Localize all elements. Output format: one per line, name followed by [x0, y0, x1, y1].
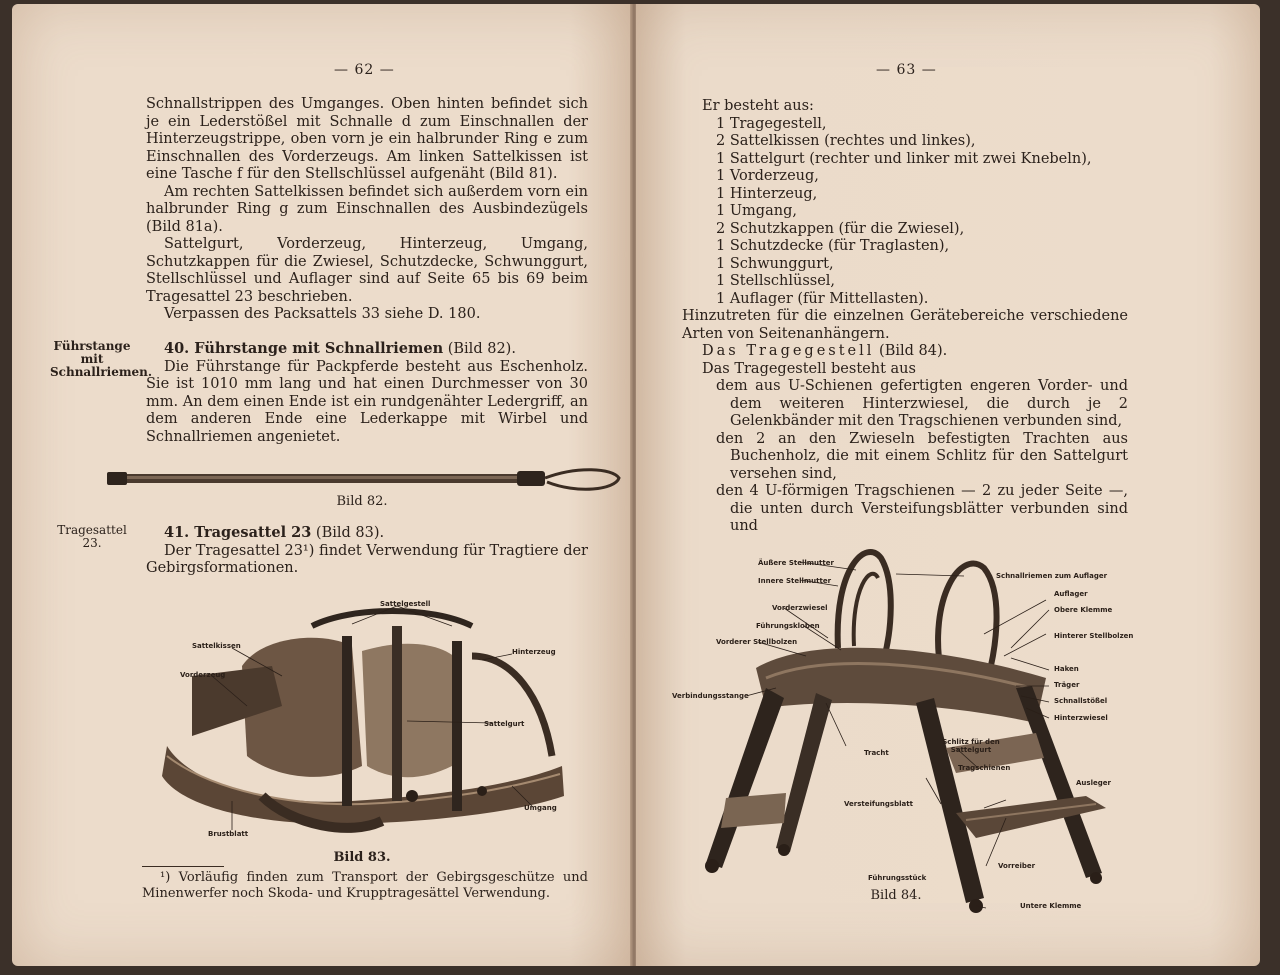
section-40: [146, 340, 588, 446]
section-heading: 40. Führstange mit Schnallriemen: [164, 340, 444, 357]
list-item: 1 Tragegestell,: [716, 115, 827, 132]
label-tragschienen: Tragschienen: [958, 764, 1011, 772]
label-vorderzeug: Vorderzeug: [180, 671, 226, 679]
footnote-rule: [142, 866, 224, 867]
label-vorderzwiesel: Vorderzwiesel: [772, 604, 828, 612]
list-item: 1 Schutzdecke (für Traglasten),: [716, 238, 950, 254]
paragraph: Schnallstrippen des Umganges. Oben hinten befindet sich je ein Lederstößel mit Schnalle d zum Einschnallen der Hinterzeugstrippe, oben vorn je ein halbrunder Ring e zum Einschnallen des Vorderzeugs. Am linken Sattelkissen ist eine Tasche f für den Stellschlüssel aufgenäht (Bild 81).: [146, 96, 588, 182]
list-intro: Er besteht aus:: [702, 98, 814, 114]
description-items: [682, 378, 1128, 536]
label-sattelgestell: Sattelgestell: [380, 600, 431, 608]
figure-82-caption: Bild 82.: [336, 494, 388, 509]
label-brustblatt: Brustblatt: [208, 830, 249, 838]
section-ref: (Bild 84).: [874, 343, 948, 359]
section-ref: (Bild 83).: [311, 525, 385, 541]
paragraph: Verpassen des Packsattels 33 siehe D. 180.: [164, 306, 481, 322]
label-auflager: Auflager: [1054, 590, 1088, 598]
left-page: [12, 4, 632, 966]
label-fuehrungsstueck: Führungsstück: [868, 874, 927, 882]
label-versteifungsblatt: Versteifungsblatt: [844, 800, 913, 808]
list-item: 2 Schutzkappen (für die Zwiesel),: [716, 220, 965, 237]
page-number-right: — 63 —: [876, 62, 937, 78]
paragraph: Das Tragegestell besteht aus: [702, 360, 916, 377]
label-hinterzwiesel: Hinterzwiesel: [1054, 714, 1108, 722]
figure-82-lead-pole: [107, 462, 627, 498]
section-ref: (Bild 82).: [443, 341, 516, 357]
list-item: 1 Stellschlüssel,: [716, 273, 836, 289]
margin-note-fuehrstange: Führstange mit Schnallriemen.: [50, 339, 153, 379]
page-number-left: — 62 —: [334, 62, 395, 78]
list-item: 1 Hinterzeug,: [716, 185, 818, 202]
left-text-top: [146, 96, 588, 324]
list-item: 1 Umgang,: [716, 203, 797, 219]
label-obere-klemme: Obere Klemme: [1054, 606, 1113, 614]
figure-84-caption: Bild 84.: [870, 888, 922, 903]
label-ausleger: Ausleger: [1076, 779, 1111, 787]
list-item: 1 Auflager (für Mittellasten).: [716, 290, 929, 307]
description-item: dem aus U-Schienen gefertigten engeren Vorder- und dem weiteren Hinterzwiesel, die durch je 2 Gelenkbänder mit den Tragschienen verbunden sind,: [716, 378, 1128, 429]
component-items: [682, 116, 1128, 309]
label-verbindungsstange: Verbindungsstange: [672, 692, 749, 700]
label-tracht: Tracht: [864, 749, 889, 757]
footnote-text: ¹) Vorläufig finden zum Transport der Gebirgsgeschütze und Minenwerfer noch Skoda- und Krupptragesättel Verwendung.: [142, 870, 588, 901]
list-item: 1 Schwunggurt,: [716, 255, 834, 272]
label-hinterzeug: Hinterzeug: [512, 648, 556, 656]
components-list: [682, 98, 1128, 536]
paragraph: Der Tragesattel 23¹) findet Verwendung für Tragtiere der Gebirgsformationen.: [146, 542, 588, 576]
label-schnallriemen: Schnallriemen zum Auflager: [996, 572, 1108, 580]
description-item: den 4 U-förmigen Tragschienen — 2 zu jeder Seite —, die unten durch Versteifungsblätter verbunden sind und: [716, 483, 1128, 534]
list-item: 2 Sattelkissen (rechtes und linkes),: [716, 133, 976, 149]
description-item: den 2 an den Zwieseln befestigten Trachten aus Buchenholz, die mit einem Schlitz für den Sattelgurt versehen sind,: [716, 430, 1128, 482]
label-umgang: Umgang: [524, 804, 557, 812]
label-innere-stellmutter: Innere Stellmutter: [758, 577, 832, 585]
paragraph: Hinzutreten für die einzelnen Gerätebereiche verschiedene Arten von Seitenanhängern.: [682, 308, 1128, 342]
list-item: 1 Sattelgurt (rechter und linker mit zwei Knebeln),: [716, 150, 1092, 167]
paragraph: Am rechten Sattelkissen befindet sich außerdem vorn ein halbrunder Ring g zum Einschnallen des Ausbindezügels (Bild 81a).: [146, 183, 588, 235]
label-traeger: Träger: [1054, 681, 1080, 689]
figure-83-caption: Bild 83.: [333, 850, 391, 865]
right-page: [636, 4, 1260, 966]
paragraph: Sattelgurt, Vorderzeug, Hinterzeug, Umgang, Schutzkappen für die Zwiesel, Schutzdecke, Schwunggurt, Stellschlüssel und Auflager sind auf Seite 65 bis 69 beim Tragesattel 23 beschrieben.: [146, 236, 588, 305]
label-sattelkissen: Sattelkissen: [192, 642, 241, 650]
label-schnallstoessel: Schnallstößel: [1054, 697, 1108, 705]
paragraph: Die Führstange für Packpferde besteht aus Eschenholz. Sie ist 1010 mm lang und hat einen Durchmesser von 30 mm. An dem einen Ende ist ein rundgenähter Ledergriff, an dem anderen Ende eine Lederkappe mit Wirbel und Schnallriemen angenietet.: [146, 358, 588, 445]
label-vorreiber: Vorreiber: [998, 862, 1036, 870]
label-haken: Haken: [1054, 665, 1079, 673]
label-untere-klemme: Untere Klemme: [1020, 902, 1082, 910]
label-schlitz: Schlitz für den Sattelgurt: [942, 738, 1000, 754]
label-aeussere-stellmutter: Äußere Stellmutter: [758, 559, 834, 567]
section-heading: Das Tragegestell: [702, 343, 875, 359]
label-hinterer-stellbolzen: Hinterer Stellbolzen: [1054, 632, 1134, 640]
margin-note-tragesattel: Tragesattel 23.: [57, 523, 127, 550]
section-heading: 41. Tragesattel 23: [164, 524, 312, 541]
label-fuehrungskloben: Führungskloben: [756, 622, 820, 630]
list-item: 1 Vorderzeug,: [716, 168, 819, 184]
label-vorderer-stellbolzen: Vorderer Stellbolzen: [716, 638, 798, 646]
section-41: [146, 524, 588, 578]
footnote: [142, 870, 588, 902]
label-sattelgurt: Sattelgurt: [484, 720, 525, 728]
